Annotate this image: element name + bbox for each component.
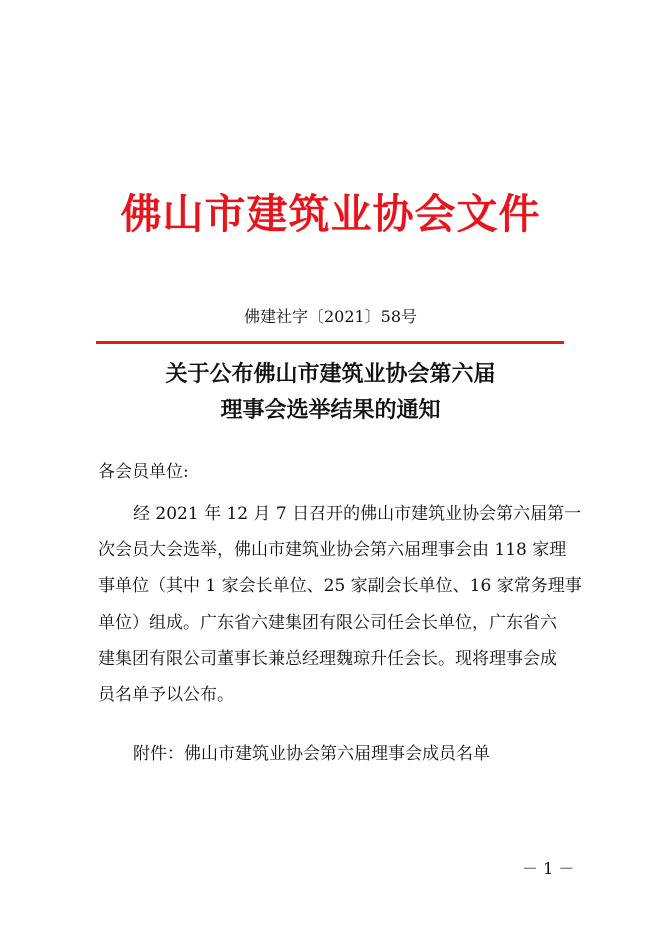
body-line-5: 建集团有限公司董事长兼总经理魏琼升任会长。现将理事会成 [98, 649, 557, 669]
body-line-1: 经 2021 年 12 月 7 日召开的佛山市建筑业协会第六届第一 [133, 504, 582, 524]
body-line-3: 事单位（其中 1 家会长单位、25 家副会长单位、16 家常务理事 [98, 576, 582, 596]
notice-title-line-2: 理事会选举结果的通知 [220, 398, 441, 423]
attachment-note: 附件：佛山市建筑业协会第六届理事会成员名单 [133, 744, 490, 764]
document-number: 佛建社字〔2021〕58号 [243, 307, 418, 326]
notice-title-line-1: 关于公布佛山市建筑业协会第六届 [165, 362, 496, 387]
salutation: 各会员单位: [98, 462, 189, 482]
body-line-6: 员名单予以公布。 [98, 685, 234, 705]
org-header-title: 佛山市建筑业协会文件 [120, 190, 541, 238]
body-line-2: 次会员大会选举，佛山市建筑业协会第六届理事会由 118 家理 [98, 540, 567, 560]
page-number: － 1 － [522, 859, 575, 878]
body-line-4: 单位）组成。广东省六建集团有限公司任会长单位，广东省六 [98, 613, 557, 633]
red-divider-line [96, 341, 564, 344]
